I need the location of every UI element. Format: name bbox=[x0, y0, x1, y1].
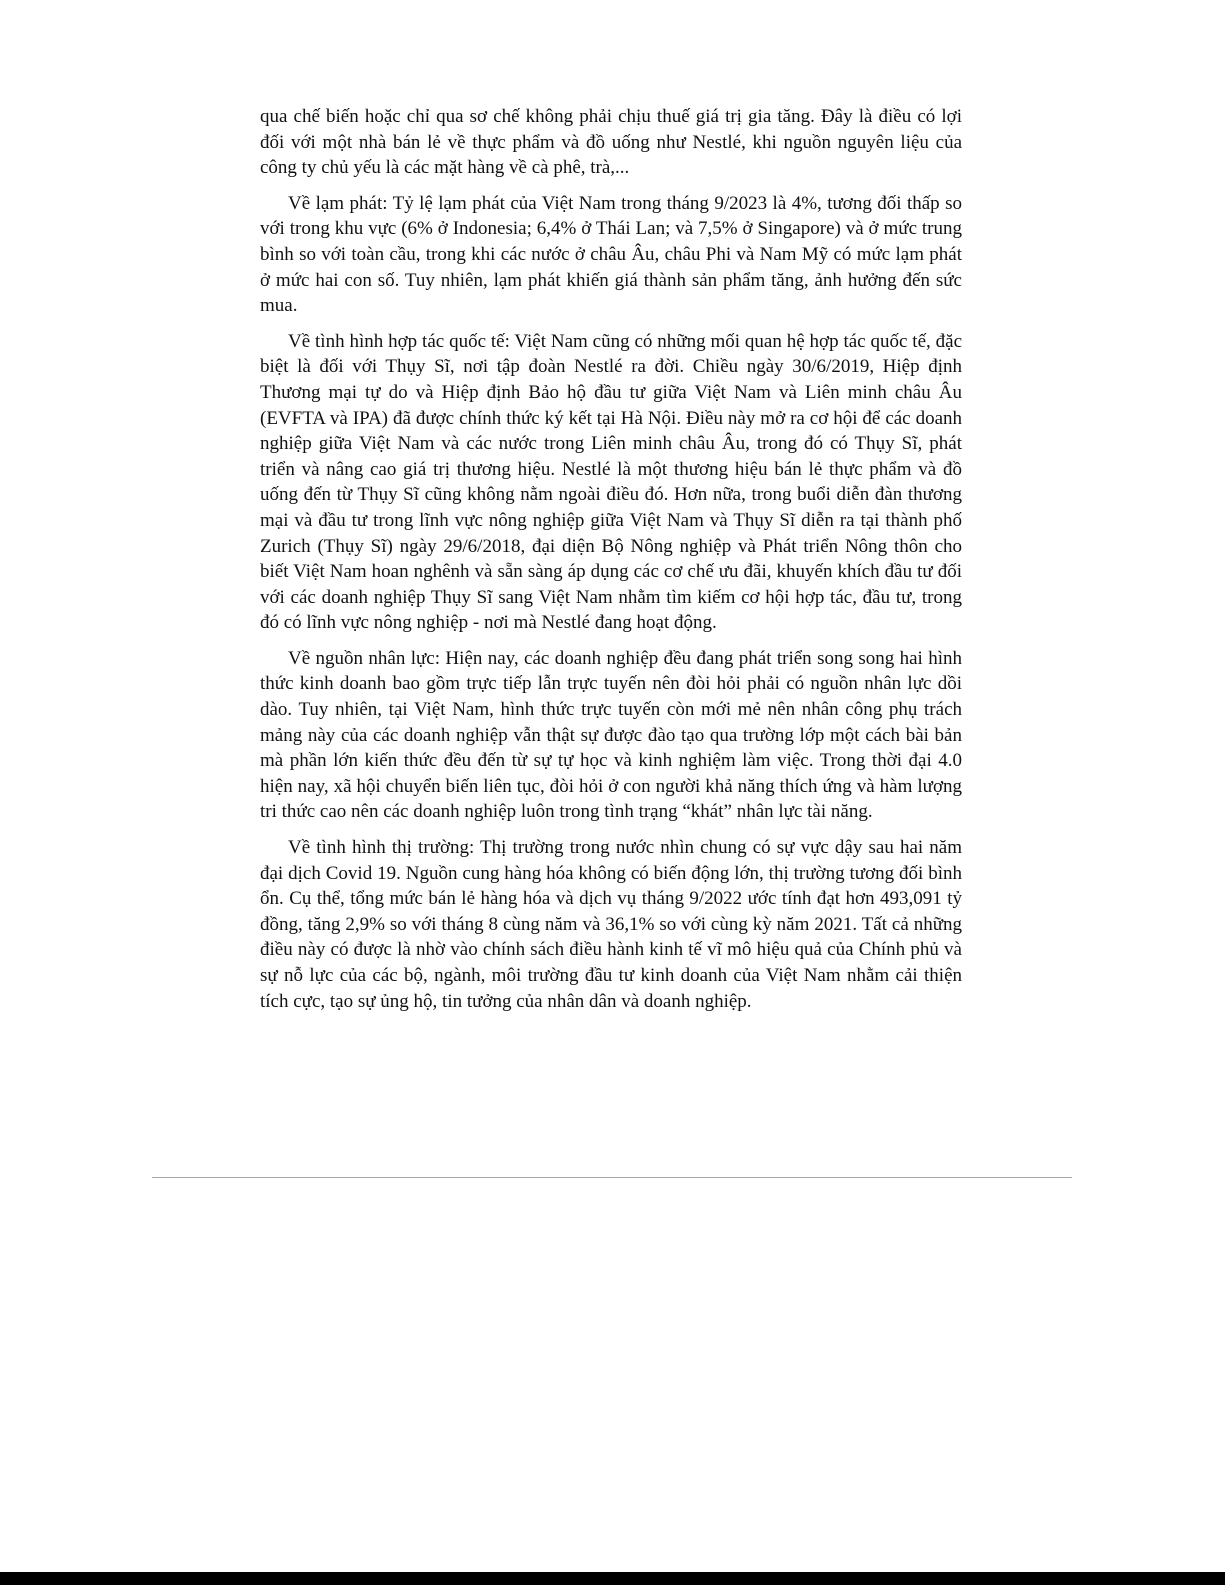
paragraph-international-cooperation: Về tình hình hợp tác quốc tế: Việt Nam cũng có những mối quan hệ hợp tác quốc tế, đặc biệt là đối với Thụy Sĩ, nơi tập đoàn Nestlé ra đời. Chiều ngày 30/6/2019, Hiệp định Thương mại tự do và Hiệp định Bảo hộ đầu tư giữa Việt Nam và Liên minh châu Âu (EVFTA và IPA) đã được chính thức ký kết tại Hà Nội. Điều này mở ra cơ hội để các doanh nghiệp giữa Việt Nam và các nước trong Liên minh châu Âu, trong đó có Thụy Sĩ, phát triển và nâng cao giá trị thương hiệu. Nestlé là một thương hiệu bán lẻ thực phẩm và đồ uống đến từ Thụy Sĩ cũng không nằm ngoài điều đó. Hơn nữa, trong buổi diễn đàn thương mại và đầu tư trong lĩnh vực nông nghiệp giữa Việt Nam và Thụy Sĩ diễn ra tại thành phố Zurich (Thụy Sĩ) ngày 29/6/2018, đại diện Bộ Nông nghiệp và Phát triển Nông thôn cho biết Việt Nam hoan nghênh và sẵn sàng áp dụng các cơ chế ưu đãi, khuyến khích đầu tư đối với các doanh nghiệp Thụy Sĩ sang Việt Nam nhằm tìm kiếm cơ hội hợp tác, đầu tư, trong đó có lĩnh vực nông nghiệp - nơi mà Nestlé đang hoạt động. bbox=[260, 330, 962, 634]
paragraph-continuation: qua chế biến hoặc chỉ qua sơ chế không phải chịu thuế giá trị gia tăng. Đây là điều có lợi đối với một nhà bán lẻ về thực phẩm và đồ uống như Nestlé, khi nguồn nguyên liệu của công ty chủ yếu là các mặt hàng về cà phê, trà,... bbox=[260, 106, 962, 179]
paragraph-market-situation: Về tình hình thị trường: Thị trường trong nước nhìn chung có sự vực dậy sau hai năm đại dịch Covid 19. Nguồn cung hàng hóa không có biến động lớn, thị trường tương đối bình ổn. Cụ thể, tổng mức bán lẻ hàng hóa và dịch vụ tháng 9/2022 ước tính đạt hơn 493,091 tỷ đồng, tăng 2,9% so với tháng 8 cùng năm và 36,1% so với cùng kỳ năm 2021. Tất cả những điều này có được là nhờ vào chính sách điều hành kinh tế vĩ mô hiệu quả của Chính phủ và sự nỗ lực của các bộ, ngành, môi trường đầu tư kinh doanh của Việt Nam nhằm cải thiện tích cực, tạo sự ủng hộ, tin tưởng của nhân dân và doanh nghiệp. bbox=[260, 837, 962, 1012]
paragraph-human-resources: Về nguồn nhân lực: Hiện nay, các doanh nghiệp đều đang phát triển song song hai hình thức kinh doanh bao gồm trực tiếp lẫn trực tuyến nên đòi hỏi phải có nguồn nhân lực dồi dào. Tuy nhiên, tại Việt Nam, hình thức trực tuyến còn mới mẻ nên nhân công phụ trách mảng này của các doanh nghiệp vẫn thật sự được đào tạo qua trường lớp một cách bài bản mà phần lớn kiến thức đều đến từ sự tự học và kinh nghiệm làm việc. Trong thời đại 4.0 hiện nay, xã hội chuyển biến liên tục, đòi hỏi ở con người khả năng thích ứng và hàm lượng tri thức cao nên các doanh nghiệp luôn trong tình trạng “khát” nhân lực tài năng. bbox=[260, 647, 962, 823]
bottom-edge-band bbox=[0, 1572, 1225, 1585]
page-separator-line bbox=[152, 1177, 1072, 1178]
document-body bbox=[260, 104, 962, 1024]
paragraph-inflation: Về lạm phát: Tỷ lệ lạm phát của Việt Nam trong tháng 9/2023 là 4%, tương đối thấp so với trong khu vực (6% ở Indonesia; 6,4% ở Thái Lan; và 7,5% ở Singapore) và ở mức trung bình so với toàn cầu, trong khi các nước ở châu Âu, châu Phi và Nam Mỹ có mức lạm phát ở mức hai con số. Tuy nhiên, lạm phát khiến giá thành sản phẩm tăng, ảnh hưởng đến sức mua. bbox=[260, 192, 962, 317]
